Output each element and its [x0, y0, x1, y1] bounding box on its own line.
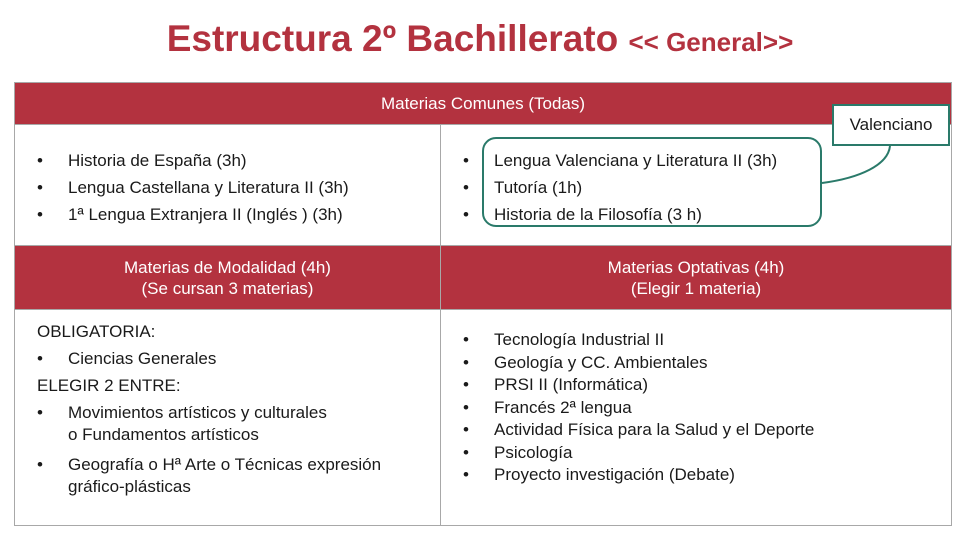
elegir-item-line1: Geografía o Hª Arte o Técnicas expresión	[68, 455, 382, 474]
optativas-header-line1: Materias Optativas (4h)	[607, 257, 785, 277]
obligatoria-label: OBLIGATORIA:	[37, 322, 156, 341]
callout-label: Valenciano	[849, 115, 933, 134]
page-title	[0, 18, 960, 60]
modalidad-header	[14, 245, 441, 310]
list-item: • Lengua Castellana y Literatura II (3h)	[15, 174, 440, 201]
elegir-item-line2: gráfico-plásticas	[68, 477, 191, 496]
optativas-header-line2: (Elegir 1 materia)	[630, 278, 762, 298]
list-item: • Tutoría (1h)	[441, 174, 951, 201]
elegir-item-line1: Movimientos artísticos y culturales	[68, 403, 327, 422]
list-item: • Proyecto investigación (Debate)	[441, 464, 951, 487]
modalidad-header-line2: (Se cursan 3 materias)	[141, 278, 314, 298]
list-item: • Tecnología Industrial II	[441, 329, 951, 352]
list-item	[15, 454, 440, 498]
list-item: • Actividad Física para la Salud y el Deporte	[441, 419, 951, 442]
comunes-header-label: Materias Comunes (Todas)	[380, 94, 586, 113]
elegir-list	[15, 402, 440, 498]
list-item: • Psicología	[441, 442, 951, 465]
elegir-label: ELEGIR 2 ENTRE:	[37, 376, 181, 395]
list-item: • Ciencias Generales	[15, 345, 440, 372]
title-sub: << General>>	[628, 27, 794, 57]
list-item	[15, 402, 440, 446]
title-main: Estructura 2º Bachillerato	[166, 18, 619, 59]
elegir-item-line2: o Fundamentos artísticos	[68, 425, 259, 444]
list-item: • 1ª Lengua Extranjera II (Inglés ) (3h)	[15, 201, 440, 228]
comunes-header	[14, 82, 952, 125]
modalidad-header-line1: Materias de Modalidad (4h)	[124, 257, 331, 277]
list-item: • Lengua Valenciana y Literatura II (3h)	[441, 147, 951, 174]
optativas-list	[441, 329, 951, 487]
comunes-left-list	[15, 147, 440, 228]
valenciano-highlight	[482, 137, 822, 227]
modalidad-cell	[14, 309, 441, 526]
comunes-left-cell	[14, 124, 441, 246]
obligatoria-list	[15, 345, 440, 372]
list-item: • Historia de la Filosofía (3 h)	[441, 201, 951, 228]
list-item: • Historia de España (3h)	[15, 147, 440, 174]
optativas-cell	[440, 309, 952, 526]
list-item: • Francés 2ª lengua	[441, 397, 951, 420]
optativas-header	[440, 245, 952, 310]
list-item: • PRSI II (Informática)	[441, 374, 951, 397]
list-item: • Geología y CC. Ambientales	[441, 352, 951, 375]
valenciano-callout	[832, 104, 950, 146]
